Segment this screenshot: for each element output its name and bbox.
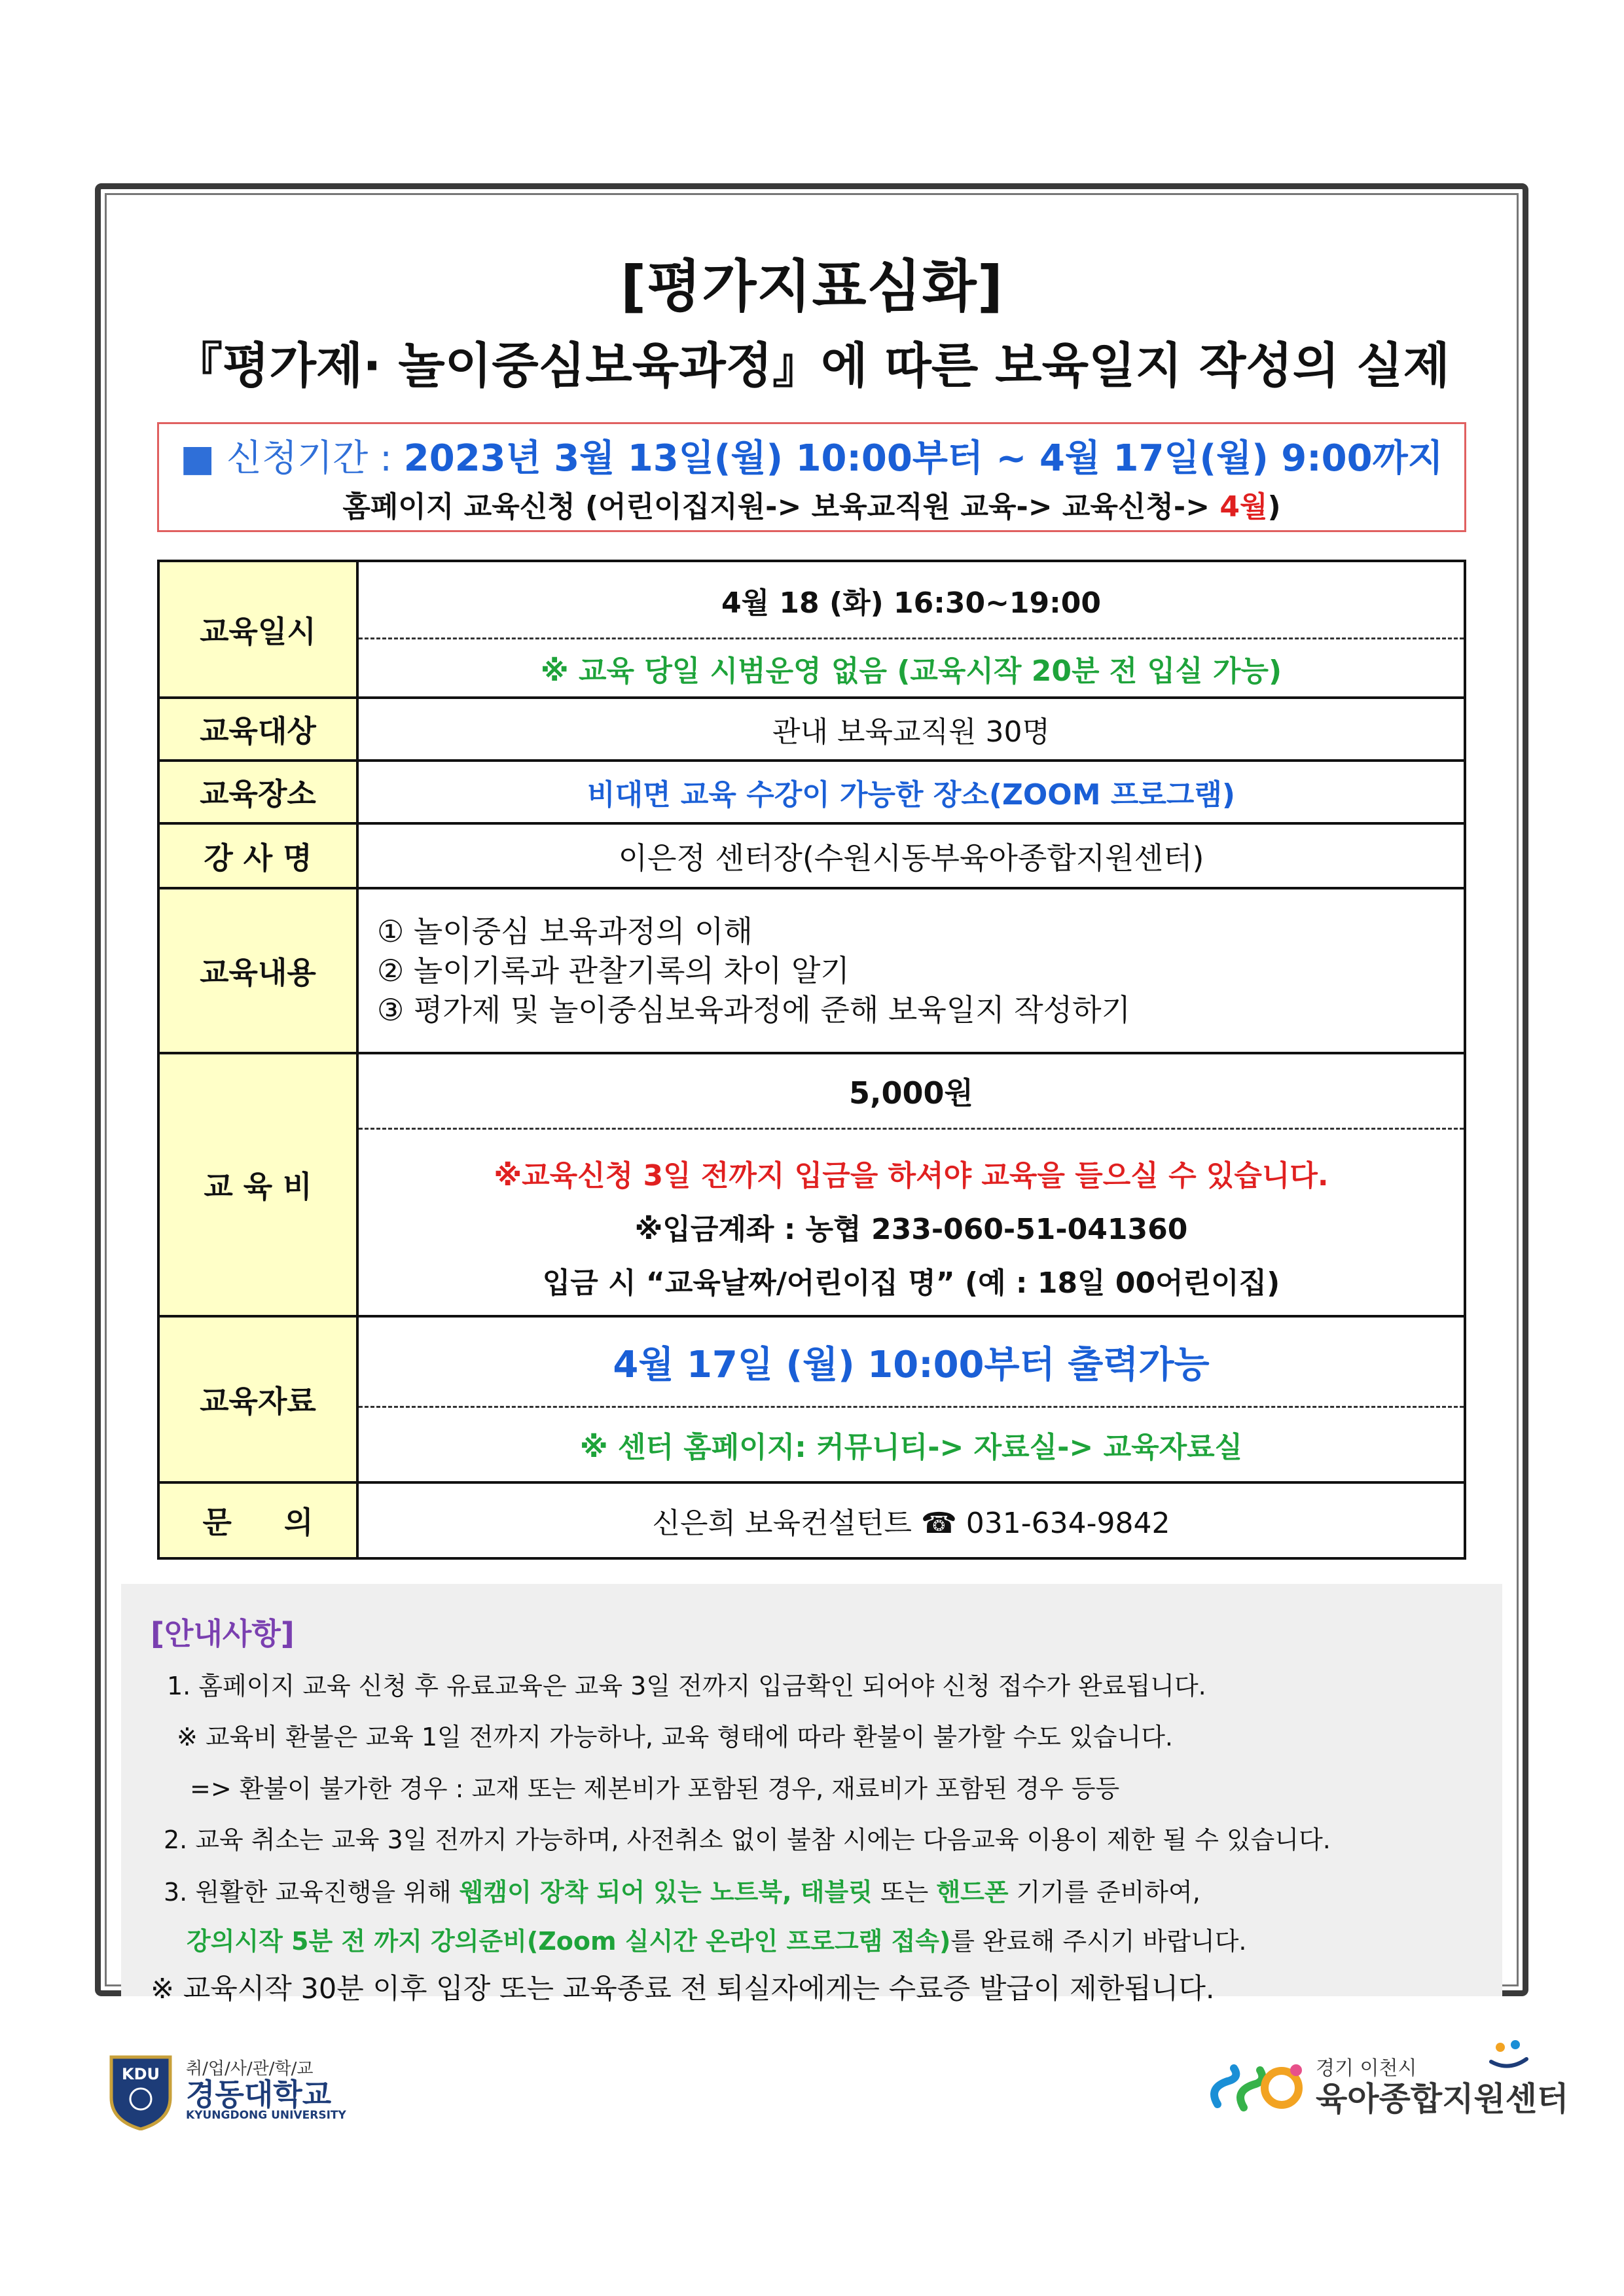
center-family-icon xyxy=(1486,2036,1532,2075)
kdu-slogan: 취/업/사/관/학/교 xyxy=(186,2059,314,2079)
notice-devices: 웹캠이 장착 되어 있는 노트북, 태블릿 xyxy=(459,1878,873,1907)
kdu-logo xyxy=(105,2049,346,2134)
contact-value: 신은희 보육컨설턴트 ☎ 031-634-9842 xyxy=(357,1482,1465,1558)
notice-line-6b: 를 완료해 주시기 바랍니다. xyxy=(950,1927,1247,1956)
notice-line-5 xyxy=(164,1872,1200,1908)
table-row-place xyxy=(158,761,1465,823)
fee-warning: ※교육신청 3일 전까지 입금을 하셔야 교육을 들으실 수 있습니다. xyxy=(494,1159,1329,1193)
notice-section xyxy=(121,1584,1502,2005)
content-list xyxy=(359,912,1464,1030)
materials-value: 4월 17일 (월) 10:00부터 출력가능 xyxy=(613,1343,1210,1386)
kdu-name: 경동대학교 xyxy=(186,2076,332,2112)
place-value: 비대면 교육 수강이 가능한 장소(ZOOM 프로그램) xyxy=(357,761,1465,823)
path-text: 홈페이지 교육신청 (어린이집지원-> 보육교직원 교육-> 교육신청-> xyxy=(342,490,1220,524)
fee-cell xyxy=(357,1053,1465,1316)
notice-line-6 xyxy=(187,1921,1246,1957)
place-label: 교육장소 xyxy=(158,761,357,823)
notice-line-2: ※ 교육비 환불은 교육 1일 전까지 가능하나, 교육 형태에 따라 환불이 불가할 수도 있습니다. xyxy=(177,1723,1173,1751)
notice-title: [안내사항] xyxy=(151,1616,295,1651)
table-row-target xyxy=(158,698,1465,761)
table-row-lecturer xyxy=(158,823,1465,888)
table-row-materials xyxy=(158,1316,1465,1482)
date-value: 4월 18 (화) 16:30~19:00 xyxy=(721,586,1101,620)
table-row-date xyxy=(158,561,1465,698)
fee-label: 교 육 비 xyxy=(158,1053,357,1316)
application-period-box xyxy=(157,422,1466,532)
period-value: 2023년 3월 13일(월) 10:00부터 ~ 4월 17일(월) 9:00까지 xyxy=(403,437,1443,480)
table-row-contact xyxy=(158,1482,1465,1558)
period-line xyxy=(159,429,1464,482)
notice-prep: 강의시작 5분 전 까지 강의준비(Zoom 실시간 온라인 프로그램 접속) xyxy=(187,1927,951,1956)
notice-line-3: => 환불이 불가한 경우 : 교재 또는 제본비가 포함된 경우, 재료비가 포함된 경우 등등 xyxy=(190,1774,1120,1803)
path-end: ) xyxy=(1267,490,1281,524)
lecturer-label: 강 사 명 xyxy=(158,823,357,888)
date-label: 교육일시 xyxy=(158,561,357,698)
kdu-shield-icon xyxy=(105,2052,177,2130)
materials-note: ※ 센터 홈페이지: 커뮤니티-> 자료실-> 교육자료실 xyxy=(359,1406,1464,1481)
table-row-fee xyxy=(158,1053,1465,1316)
center-swirl-icon xyxy=(1204,2052,1309,2124)
center-region: 경기 이천시 xyxy=(1316,2057,1417,2080)
lecturer-value: 이은정 센터장(수원시동부육아종합지원센터) xyxy=(357,823,1465,888)
notice-line-5a: 3. 원활한 교육진행을 위해 xyxy=(164,1878,460,1907)
fee-value: 5,000원 xyxy=(849,1075,973,1111)
kdu-badge-text: KDU xyxy=(121,2065,160,2083)
materials-label: 교육자료 xyxy=(158,1316,357,1482)
list-item: ② 놀이기록과 관찰기록의 차이 알기 xyxy=(377,953,850,988)
contact-label: 문 의 xyxy=(158,1482,357,1558)
subtitle: 『평가제· 놀이중심보육과정』에 따른 보육일지 작성의 실제 xyxy=(173,338,1451,394)
fee-deposit-note: 입금 시 “교육날짜/어린이집 명” (예 : 18일 00어린이집) xyxy=(542,1266,1280,1300)
kdu-name-en: KYUNGDONG UNIVERSITY xyxy=(186,2108,346,2122)
course-info-table xyxy=(157,560,1466,1560)
notice-line-7: ※ 교육시작 30분 이후 입장 또는 교육종료 전 퇴실자에게는 수료증 발급이 제한됩니다. xyxy=(151,1973,1215,2005)
notice-line-1: 1. 홈페이지 교육 신청 후 유료교육은 교육 3일 전까지 입금확인 되어야 신청 접수가 완료됩니다. xyxy=(167,1672,1206,1700)
target-label: 교육대상 xyxy=(158,698,357,761)
main-title: [평가지표심화] xyxy=(620,254,1004,319)
date-note: ※ 교육 당일 시범운영 없음 (교육시작 20분 전 입실 가능) xyxy=(359,637,1464,696)
fee-details xyxy=(359,1128,1464,1315)
notice-line-5e: 기기를 준비하여, xyxy=(1008,1878,1200,1907)
materials-cell xyxy=(357,1316,1465,1482)
center-name: 육아종합지원센터 xyxy=(1316,2079,1569,2118)
fee-account: ※입금계좌 : 농협 233-060-51-041360 xyxy=(634,1213,1188,1246)
target-value: 관내 보육교직원 30명 xyxy=(357,698,1465,761)
path-month: 4월 xyxy=(1219,490,1268,524)
date-cell xyxy=(357,561,1465,698)
list-item: ① 놀이중심 보육과정의 이해 xyxy=(377,914,753,949)
notice-phone: 핸드폰 xyxy=(936,1878,1009,1907)
list-item: ③ 평가제 및 놀이중심보육과정에 준해 보육일지 작성하기 xyxy=(377,992,1130,1028)
content-cell xyxy=(357,888,1465,1053)
notice-line-5c: 또는 xyxy=(872,1878,937,1907)
application-path xyxy=(159,483,1464,525)
content-label: 교육내용 xyxy=(158,888,357,1053)
icheon-center-logo xyxy=(1204,2042,1568,2134)
kdu-text xyxy=(186,2060,346,2121)
table-row-content xyxy=(158,888,1465,1053)
period-label: ■ 신청기간 : xyxy=(180,437,404,480)
notice-line-4: 2. 교육 취소는 교육 3일 전까지 가능하며, 사전취소 없이 불참 시에는 다음교육 이용이 제한 될 수 있습니다. xyxy=(164,1825,1331,1854)
